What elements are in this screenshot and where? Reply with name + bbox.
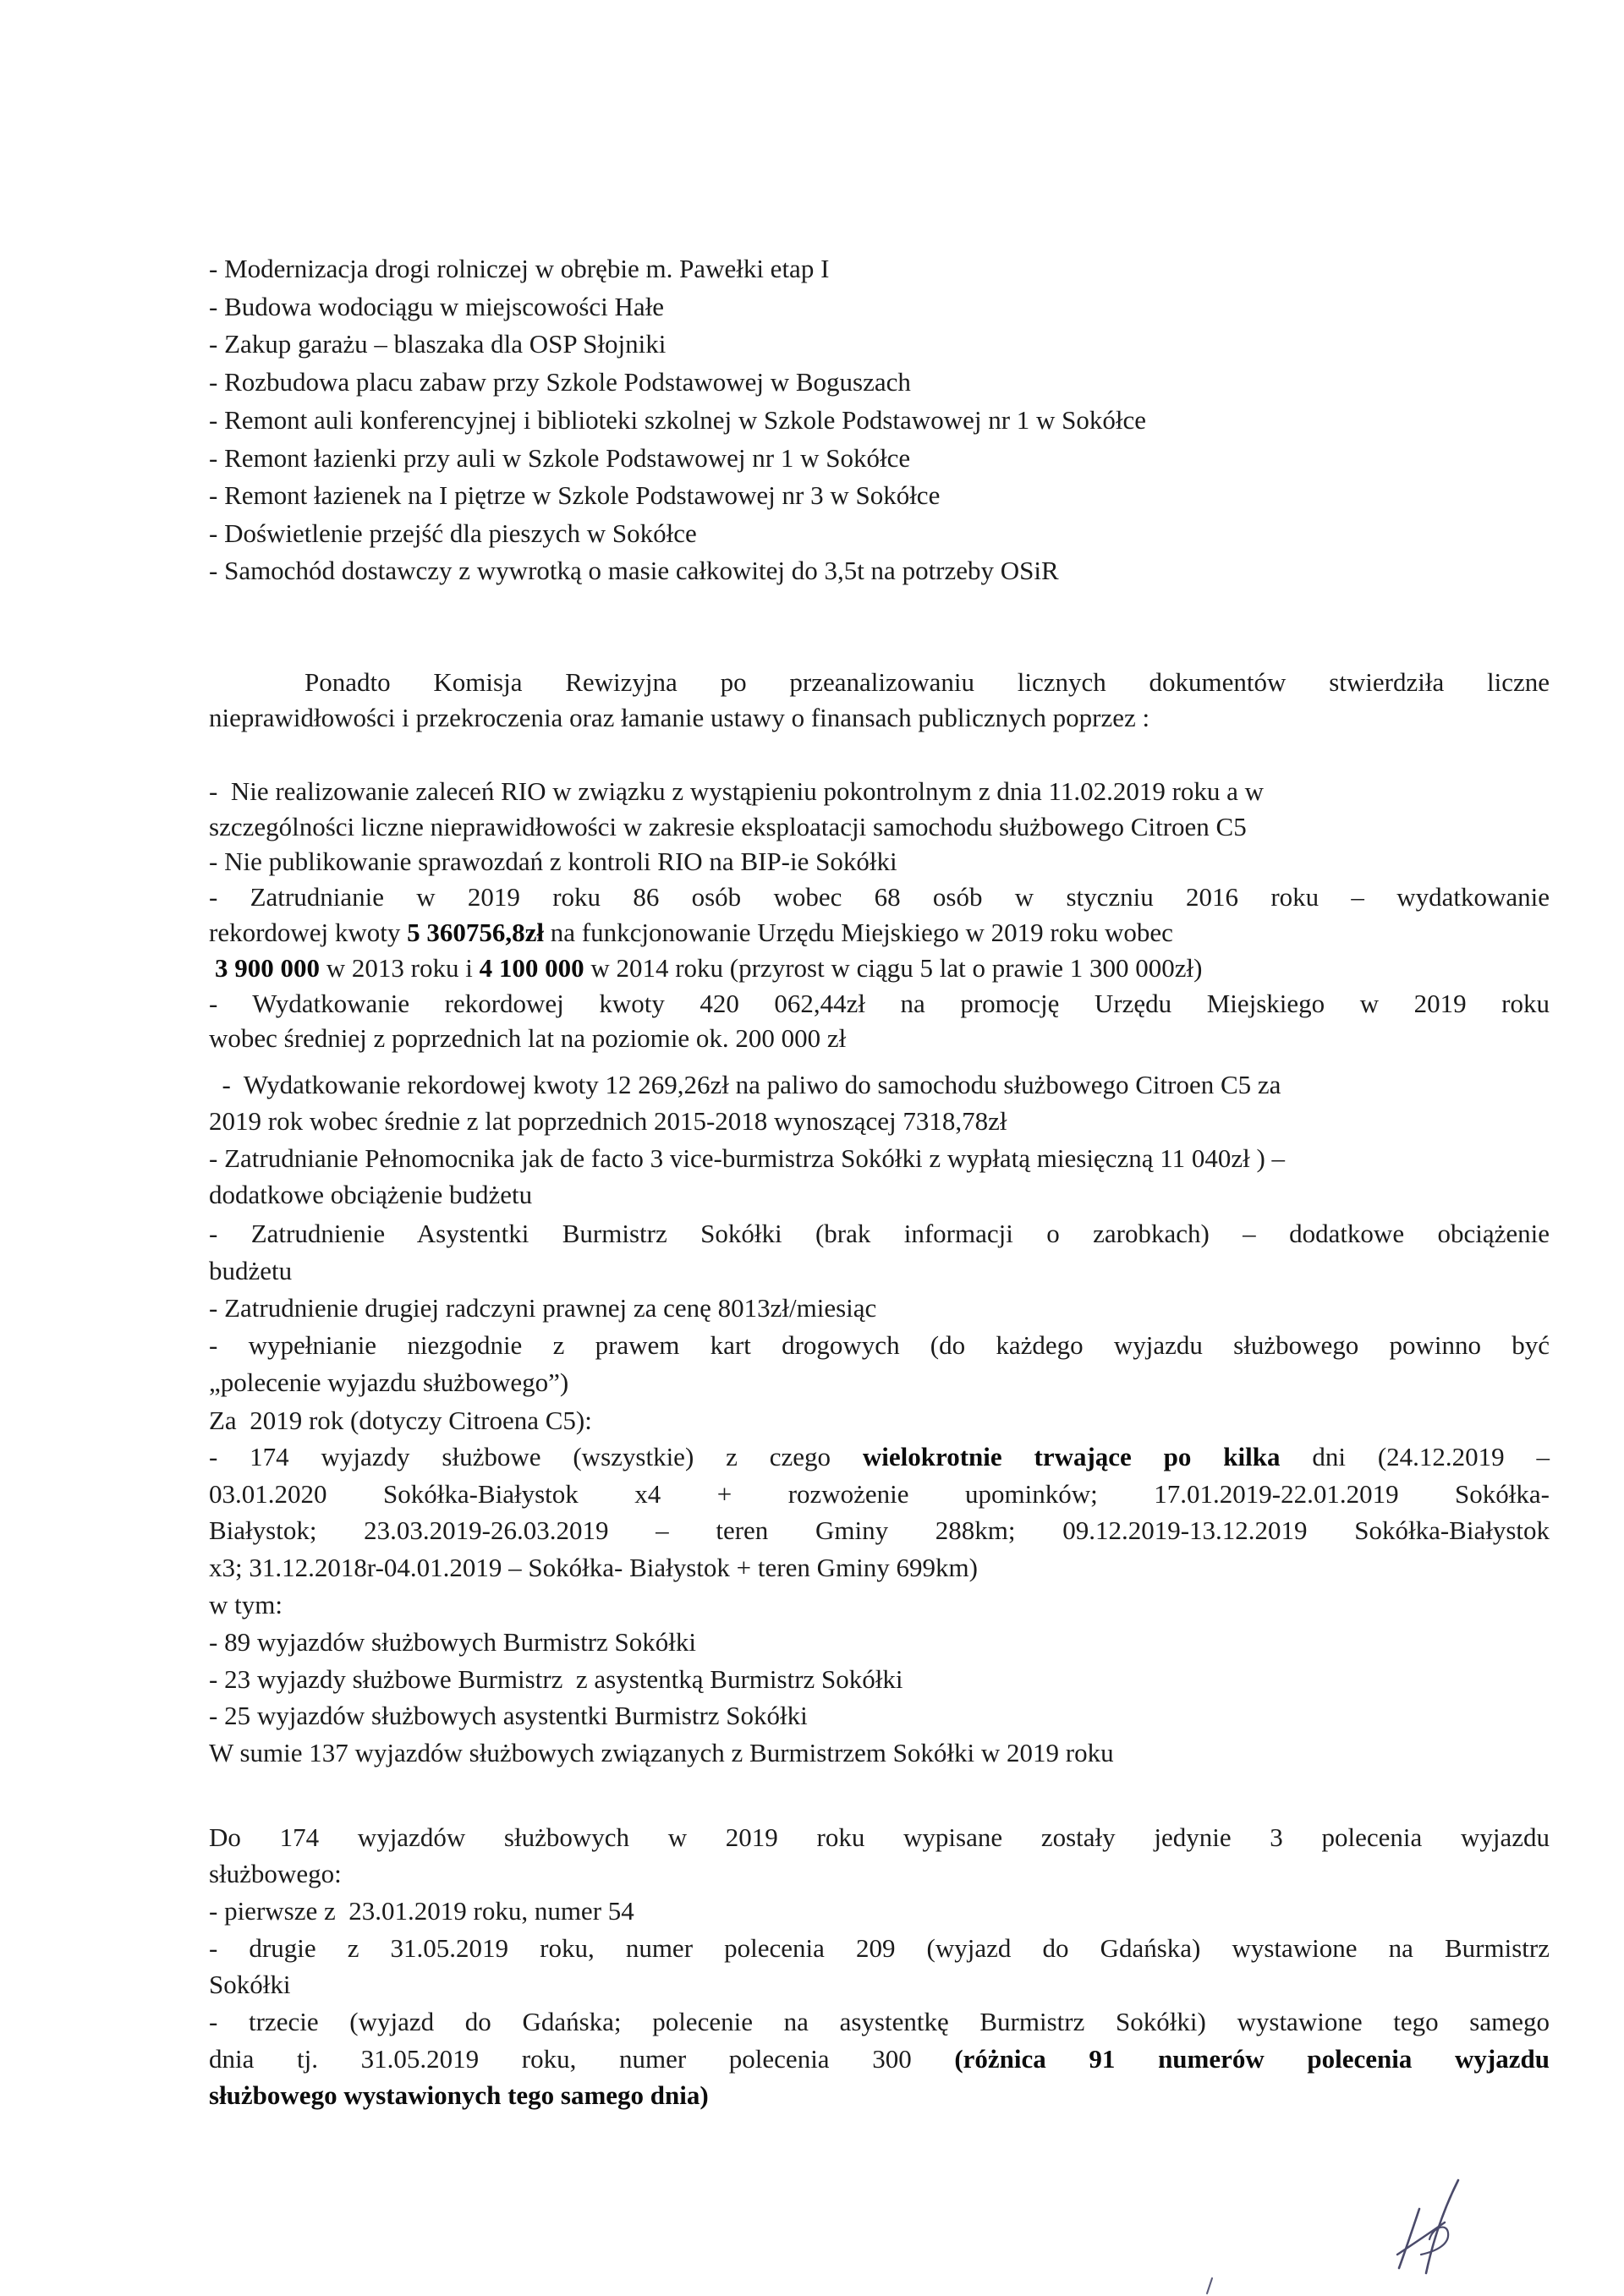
orders-line: Do 174 wyjazdów służbowych w 2019 roku wypisane zostały jedynie 3 polecenia wyjazdu [209, 1822, 1550, 1852]
trips-breakdown-item: - 89 wyjazdów służbowych Burmistrz Sokółki [209, 1627, 697, 1657]
finding-fuel: - Wydatkowanie rekordowej kwoty 12 269,26zł na paliwo do samochodu służbowego Citroen C5 za [209, 1070, 1281, 1099]
list-item: - Doświetlenie przejść dla pieszych w Sokółce [209, 518, 697, 548]
orders-item: - trzecie (wyjazd do Gdańska; polecenie na asystentkę Burmistrz Sokółki) wystawione tego samego [209, 2007, 1550, 2036]
finding-rio: szczególności liczne nieprawidłowości w zakresie eksploatacji samochodu służbowego Citroen C5 [209, 812, 1247, 841]
trips-summary: W sumie 137 wyjazdów służbowych związanych z Burmistrzem Sokółki w 2019 roku [209, 1738, 1114, 1767]
finding-road-cards: - wypełnianie niezgodnie z prawem kart drogowych (do każdego wyjazdu służbowego powinno być [209, 1330, 1550, 1360]
intro-line: nieprawidłowości i przekroczenia oraz łamanie ustawy o finansach publicznych poprzez : [209, 703, 1150, 732]
finding-assistant: - Zatrudnienie Asystentki Burmistrz Sokółki (brak informacji o zarobkach) – dodatkowe obciążenie [209, 1219, 1550, 1248]
list-item: - Zakup garażu – blaszaka dla OSP Słojniki [209, 329, 667, 359]
finding-plenipotentiary: - Zatrudnianie Pełnomocnika jak de facto 3 vice-burmistrza Sokółki z wypłatą miesięczną 11 040zł ) – [209, 1143, 1286, 1173]
trips-line: w tym: [209, 1590, 283, 1619]
finding-bip: - Nie publikowanie sprawozdań z kontroli RIO na BIP-ie Sokółki [209, 847, 897, 876]
finding-rio: - Nie realizowanie zaleceń RIO w związku z wystąpieniu pokontrolnym z dnia 11.02.2019 roku a w [209, 776, 1265, 806]
finding-employment: rekordowej kwoty 5 360756,8zł na funkcjonowanie Urzędu Miejskiego w 2019 roku wobec [209, 918, 1173, 947]
finding-assistant: budżetu [209, 1256, 293, 1285]
list-item: - Rozbudowa placu zabaw przy Szkole Podstawowej w Boguszach [209, 367, 911, 397]
list-item: - Samochód dostawczy z wywrotką o masie całkowitej do 3,5t na potrzeby OSiR [209, 556, 1059, 585]
finding-promotion: wobec średniej z poprzednich lat na poziomie ok. 200 000 zł [209, 1023, 847, 1053]
list-item: - Budowa wodociągu w miejscowości Hałe [209, 292, 665, 321]
orders-item: Sokółki [209, 1970, 291, 1999]
finding-fuel: 2019 rok wobec średnie z lat poprzednich 2015-2018 wynoszącej 7318,78zł [209, 1106, 1007, 1136]
trips-line: Białystok; 23.03.2019-26.03.2019 – teren Gminy 288km; 09.12.2019-13.12.2019 Sokółka-Białystok [209, 1515, 1550, 1545]
orders-item: służbowego wystawionych tego samego dnia) [209, 2080, 709, 2110]
finding-road-cards: „polecenie wyjazdu służbowego”) [209, 1367, 569, 1397]
finding-plenipotentiary: dodatkowe obciążenie budżetu [209, 1180, 533, 1209]
list-item: - Remont łazienek na I piętrze w Szkole Podstawowej nr 3 w Sokółce [209, 480, 941, 510]
list-item: - Remont auli konferencyjnej i biblioteki szkolnej w Szkole Podstawowej nr 1 w Sokółce [209, 405, 1147, 435]
trips-breakdown-item: - 23 wyjazdy służbowe Burmistrz z asystentką Burmistrz Sokółki [209, 1664, 903, 1694]
trips-heading: Za 2019 rok (dotyczy Citroena C5): [209, 1406, 592, 1435]
orders-item: dnia tj. 31.05.2019 roku, numer polecenia 300 (różnica 91 numerów polecenia wyjazdu [209, 2044, 1550, 2074]
finding-employment: 3 900 000 w 2013 roku i 4 100 000 w 2014 roku (przyrost w ciągu 5 lat o prawie 1 300 000zł) [215, 953, 1203, 983]
list-item: - Modernizacja drogi rolniczej w obrębie m. Pawełki etap I [209, 254, 830, 283]
trips-line: 03.01.2020 Sokółka-Białystok x4 + rozwożenie upominków; 17.01.2019-22.01.2019 Sokółka- [209, 1479, 1550, 1509]
orders-item: - drugie z 31.05.2019 roku, numer polecenia 209 (wyjazd do Gdańska) wystawione na Burmistrz [209, 1933, 1550, 1963]
list-item: - Remont łazienki przy auli w Szkole Podstawowej nr 1 w Sokółce [209, 443, 911, 473]
trips-line: - 174 wyjazdy służbowe (wszystkie) z czego wielokrotnie trwające po kilka dni (24.12.2019 – [209, 1442, 1550, 1471]
finding-employment: - Zatrudnianie w 2019 roku 86 osób wobec 68 osób w styczniu 2016 roku – wydatkowanie [209, 882, 1550, 912]
orders-line: służbowego: [209, 1859, 342, 1888]
handwritten-initials [1387, 2173, 1489, 2296]
finding-promotion: - Wydatkowanie rekordowej kwoty 420 062,44zł na promocję Urzędu Miejskiego w 2019 roku [209, 989, 1550, 1018]
orders-item: - pierwsze z 23.01.2019 roku, numer 54 [209, 1896, 634, 1926]
trips-breakdown-item: - 25 wyjazdów służbowych asystentki Burmistrz Sokółki [209, 1701, 808, 1730]
intro-line: Ponadto Komisja Rewizyjna po przeanalizowaniu licznych dokumentów stwierdziła liczne [304, 667, 1550, 697]
trips-line: x3; 31.12.2018r-04.01.2019 – Sokółka- Białystok + teren Gminy 699km) [209, 1553, 978, 1582]
pen-mark [1205, 2275, 1215, 2295]
finding-legal-counsel: - Zatrudnienie drugiej radczyni prawnej za cenę 8013zł/miesiąc [209, 1293, 877, 1323]
